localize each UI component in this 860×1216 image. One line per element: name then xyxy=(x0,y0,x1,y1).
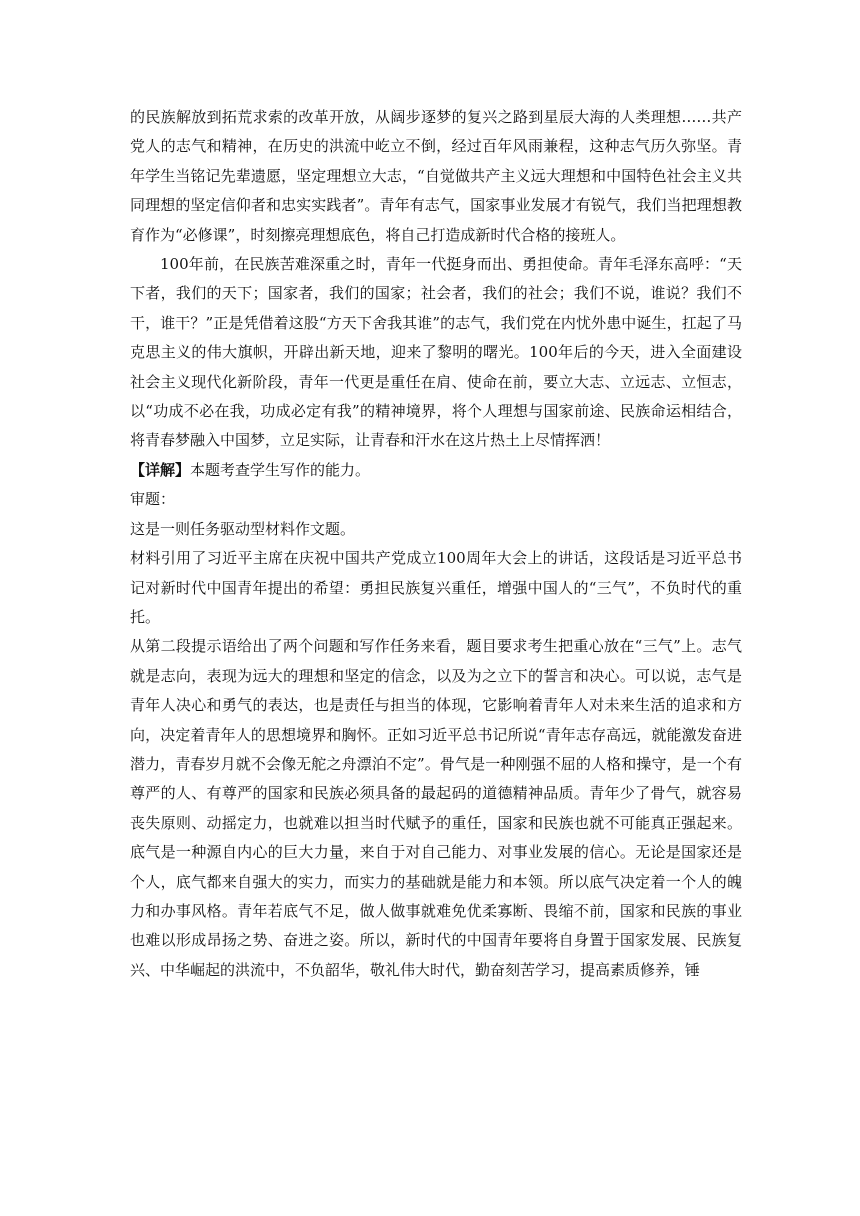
detail-line xyxy=(130,456,742,485)
analysis-paragraph-3: 从第二段提示语给出了两个问题和写作任务来看，题目要求考生把重心放在“三气”上。志气就是志向，表现为远大的理想和坚定的信念，以及为之立下的誓言和决心。可以说，志气是青年人决心和勇气的表达，也是责任与担当的体现，它影响着青年人对未来生活的追求和方向，决定着青年人的思想境界和胸怀。正如习近平总书记所说“青年志存高远，就能激发奋进潜力，青春岁月就不会像无舵之舟漂泊不定”。骨气是一种刚强不屈的人格和操守，是一个有尊严的人、有尊严的国家和民族必须具备的最起码的道德精神品质。青年少了骨气，就容易丧失原则、动摇定力，也就难以担当时代赋予的重任，国家和民族也就不可能真正强起来。底气是一种源自内心的巨大力量，来自于对自己能力、对事业发展的信心。无论是国家还是个人，底气都来自强大的实力，而实力的基础就是能力和本领。所以底气决定着一个人的魄力和办事风格。青年若底气不足，做人做事就难免优柔寡断、畏缩不前，国家和民族的事业也难以形成昂扬之势、奋进之姿。所以，新时代的中国青年要将自身置于国家发展、民族复兴、中华崛起的洪流中，不负韶华，敬礼伟大时代，勤奋刻苦学习，提高素质修养，锤 xyxy=(130,637,742,979)
analysis-paragraph-2: 材料引用了习近平主席在庆祝中国共产党成立100周年大会上的讲话，这段话是习近平总书记对新时代中国青年提出的希望：勇担民族复兴重任，增强中国人的“三气”，不负时代的重托。 xyxy=(130,549,742,626)
essay-paragraph-1: 的民族解放到拓荒求索的改革开放，从阔步逐梦的复兴之路到星辰大海的人类理想……共产党人的志气和精神，在历史的洪流中屹立不倒，经过百年风雨兼程，这种志气历久弥坚。青年学生当铭记先辈遗愿，坚定理想立大志，“自觉做共产主义远大理想和中国特色社会主义共同理想的坚定信仰者和忠实实践者”。青年有志气，国家事业发展才有锐气，我们当把理想教育作为“必修课”，时刻擦亮理想底色，将自己打造成新时代合格的接班人。 xyxy=(130,108,742,244)
detail-text: 本题考查学生写作的能力。 xyxy=(190,460,371,479)
document-page xyxy=(130,103,742,985)
detail-label: 【详解】 xyxy=(130,460,191,479)
analysis-paragraph-1: 这是一则任务驱动型材料作文题。 xyxy=(130,519,356,538)
essay-paragraph-2: 100年前，在民族苦难深重之时，青年一代挺身而出、勇担使命。青年毛泽东高呼：“天下者，我们的天下；国家者，我们的国家；社会者，我们的社会；我们不说，谁说？我们不干，谁干？”正是凭借着这股“方天下舍我其谁”的志气，我们党在内忧外患中诞生，扛起了马克思主义的伟大旗帜，开辟出新天地，迎来了黎明的曙光。100年后的今天，进入全面建设社会主义现代化新阶段，青年一代更是重任在肩、使命在前，要立大志、立远志、立恒志，以“功成不必在我，功成必定有我”的精神境界，将个人理想与国家前途、民族命运相结合，将青春梦融入中国梦，立足实际，让青春和汗水在这片热土上尽情挥洒！ xyxy=(130,255,742,450)
analysis-heading: 审题： xyxy=(130,490,176,509)
